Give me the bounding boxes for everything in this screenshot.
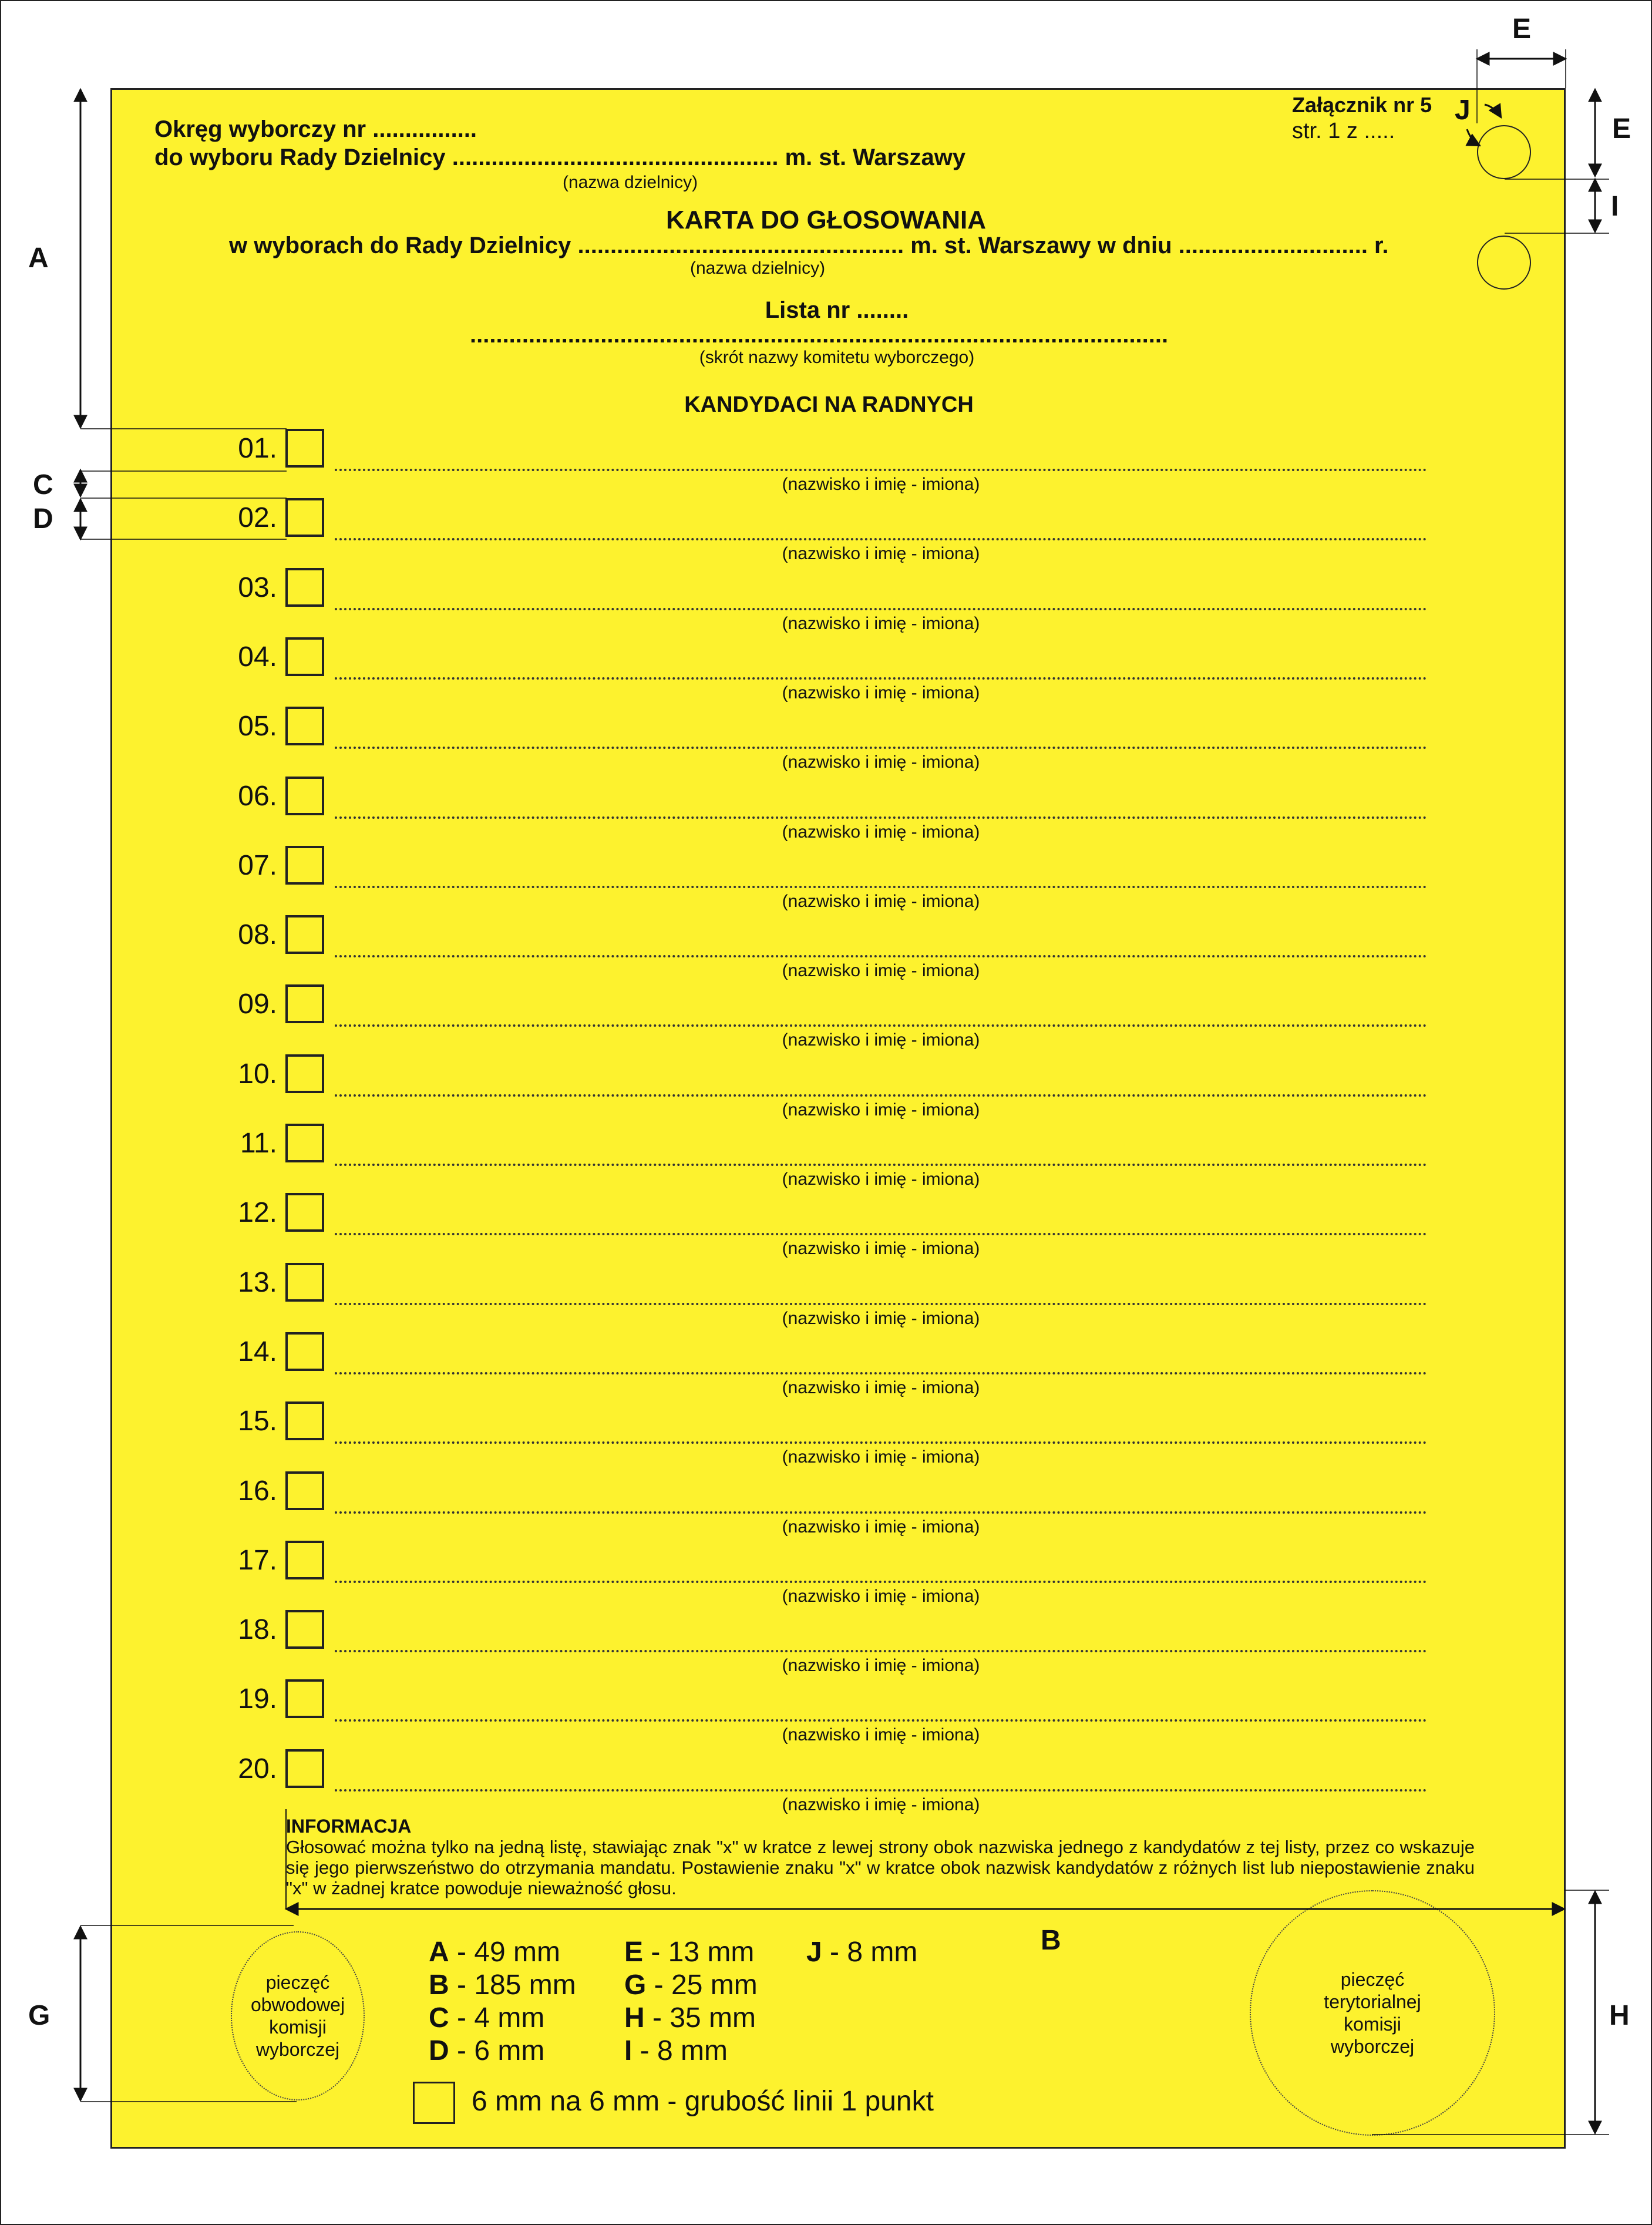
candidate-number: 04. xyxy=(238,641,277,673)
info-title: INFORMACJA xyxy=(286,1816,412,1837)
ballot-title: KARTA DO GŁOSOWANIA xyxy=(665,206,987,234)
candidate-name-caption: (nazwisko i imię - imiona) xyxy=(782,1447,980,1467)
candidate-name-caption: (nazwisko i imię - imiona) xyxy=(782,544,980,563)
candidate-name-caption: (nazwisko i imię - imiona) xyxy=(782,1725,980,1745)
candidates-heading: KANDYDACI NA RADNYCH xyxy=(684,392,974,417)
legend-a: A - 49 mm xyxy=(429,1937,561,1968)
election-caption: (nazwa dzielnicy) xyxy=(690,258,826,278)
candidate-number: 20. xyxy=(238,1753,277,1784)
legend-e: E - 13 mm xyxy=(624,1937,755,1968)
candidate-name-caption: (nazwisko i imię - imiona) xyxy=(782,683,980,703)
candidate-name-caption: (nazwisko i imię - imiona) xyxy=(782,1309,980,1328)
candidate-name-caption: (nazwisko i imię - imiona) xyxy=(782,475,980,494)
candidate-name-caption: (nazwisko i imię - imiona) xyxy=(782,1517,980,1537)
candidate-number: 17. xyxy=(238,1545,277,1576)
dim-label-e-top: E xyxy=(1512,14,1532,45)
candidate-name-caption: (nazwisko i imię - imiona) xyxy=(782,1656,980,1675)
candidate-name-caption: (nazwisko i imię - imiona) xyxy=(782,822,980,842)
dim-label-c: C xyxy=(33,469,53,500)
candidate-name-caption: (nazwisko i imię - imiona) xyxy=(782,1100,980,1120)
info-text: Głosować można tylko na jedną listę, stawiając znak "x" w kratce z lewej strony obok nazwiska jednego z kandydatów z tej listy, przez co wskazuje się jego pierwszeństwo do otrzymania mandatu. Postawienie znaku "x" w kratce obok nazwisk kandydatów z różnych list lub niepostawienie znaku "x" w żadnej kratce powoduje nieważność głosu. xyxy=(286,1837,1475,1898)
seal-left-line: komisji xyxy=(269,2016,327,2038)
council-line-suffix: m. st. Warszawy xyxy=(785,144,966,170)
dim-label-a: A xyxy=(28,243,49,274)
candidate-name-caption: (nazwisko i imię - imiona) xyxy=(782,1030,980,1050)
council-caption: (nazwa dzielnicy) xyxy=(563,173,698,192)
candidate-number: 13. xyxy=(238,1267,277,1298)
candidate-name-caption: (nazwisko i imię - imiona) xyxy=(782,892,980,911)
seal-right-line: komisji xyxy=(1344,2014,1401,2035)
legend-i: I - 8 mm xyxy=(624,2035,728,2066)
candidate-name-caption: (nazwisko i imię - imiona) xyxy=(782,1169,980,1189)
candidate-number: 15. xyxy=(238,1406,277,1437)
page-label: str. 1 z ..... xyxy=(1292,119,1395,143)
annex-label: Załącznik nr 5 xyxy=(1292,93,1432,117)
dim-label-b: B xyxy=(1041,1925,1061,1956)
candidate-number: 08. xyxy=(238,919,277,950)
election-line: w wyborach do Rady Dzielnicy .................................................. m. st. Warszawy w dniu ............................. r. xyxy=(229,233,1389,258)
legend-b: B - 185 mm xyxy=(429,1969,576,2001)
list-dots: ........................................................................................................... xyxy=(470,322,1169,348)
dim-label-g: G xyxy=(28,2000,51,2031)
seal-right-line: wyborczej xyxy=(1330,2036,1415,2057)
candidate-name-caption: (nazwisko i imię - imiona) xyxy=(782,961,980,980)
candidate-name-caption: (nazwisko i imię - imiona) xyxy=(782,1378,980,1397)
candidate-number: 12. xyxy=(238,1197,277,1228)
legend-g: G - 25 mm xyxy=(624,1969,758,2001)
candidate-number: 07. xyxy=(238,850,277,881)
candidate-name-caption: (nazwisko i imię - imiona) xyxy=(782,752,980,772)
candidate-number: 01. xyxy=(238,433,277,464)
district-line: Okręg wyborczy nr ................ xyxy=(154,116,477,142)
dim-arrow-j-2 xyxy=(1467,129,1480,146)
candidate-number: 18. xyxy=(238,1614,277,1645)
seal-right-line: terytorialnej xyxy=(1324,1991,1421,2012)
dim-label-h: H xyxy=(1609,2000,1630,2031)
candidate-number: 16. xyxy=(238,1476,277,1507)
candidate-number: 06. xyxy=(238,781,277,812)
candidate-name-caption: (nazwisko i imię - imiona) xyxy=(782,1239,980,1258)
candidate-name-caption: (nazwisko i imię - imiona) xyxy=(782,1795,980,1814)
legend-h: H - 35 mm xyxy=(624,2002,756,2034)
candidate-number: 05. xyxy=(238,711,277,742)
list-caption: (skrót nazwy komitetu wyborczego) xyxy=(699,348,975,367)
candidate-number: 11. xyxy=(240,1128,277,1159)
candidate-number: 10. xyxy=(238,1058,277,1090)
dim-label-i: I xyxy=(1611,191,1619,222)
seal-left-line: wyborczej xyxy=(255,2039,340,2060)
sample-box-caption: 6 mm na 6 mm - grubość linii 1 punkt xyxy=(472,2086,934,2117)
council-line-dots: .................................................. xyxy=(452,144,779,170)
candidate-number: 14. xyxy=(238,1336,277,1367)
dim-label-e-right: E xyxy=(1612,113,1631,144)
candidate-number: 03. xyxy=(238,572,277,603)
dim-arrow-j-1 xyxy=(1485,105,1501,117)
list-label: Lista nr ........ xyxy=(765,297,909,323)
candidate-number: 02. xyxy=(238,502,277,533)
dim-label-j: J xyxy=(1455,95,1471,126)
candidate-name-caption: (nazwisko i imię - imiona) xyxy=(782,614,980,633)
legend-c: C - 4 mm xyxy=(429,2002,545,2034)
seal-left-line: obwodowej xyxy=(250,1994,345,2015)
council-line-prefix: do wyboru Rady Dzielnicy xyxy=(154,144,446,170)
legend-j: J - 8 mm xyxy=(806,1937,918,1968)
candidate-number: 09. xyxy=(238,989,277,1020)
seal-left-line: pieczęć xyxy=(265,1972,330,1993)
dim-label-d: D xyxy=(33,503,53,535)
candidate-number: 19. xyxy=(238,1683,277,1715)
candidate-name-caption: (nazwisko i imię - imiona) xyxy=(782,1587,980,1606)
seal-right-line: pieczęć xyxy=(1340,1969,1405,1990)
legend-d: D - 6 mm xyxy=(429,2035,545,2066)
